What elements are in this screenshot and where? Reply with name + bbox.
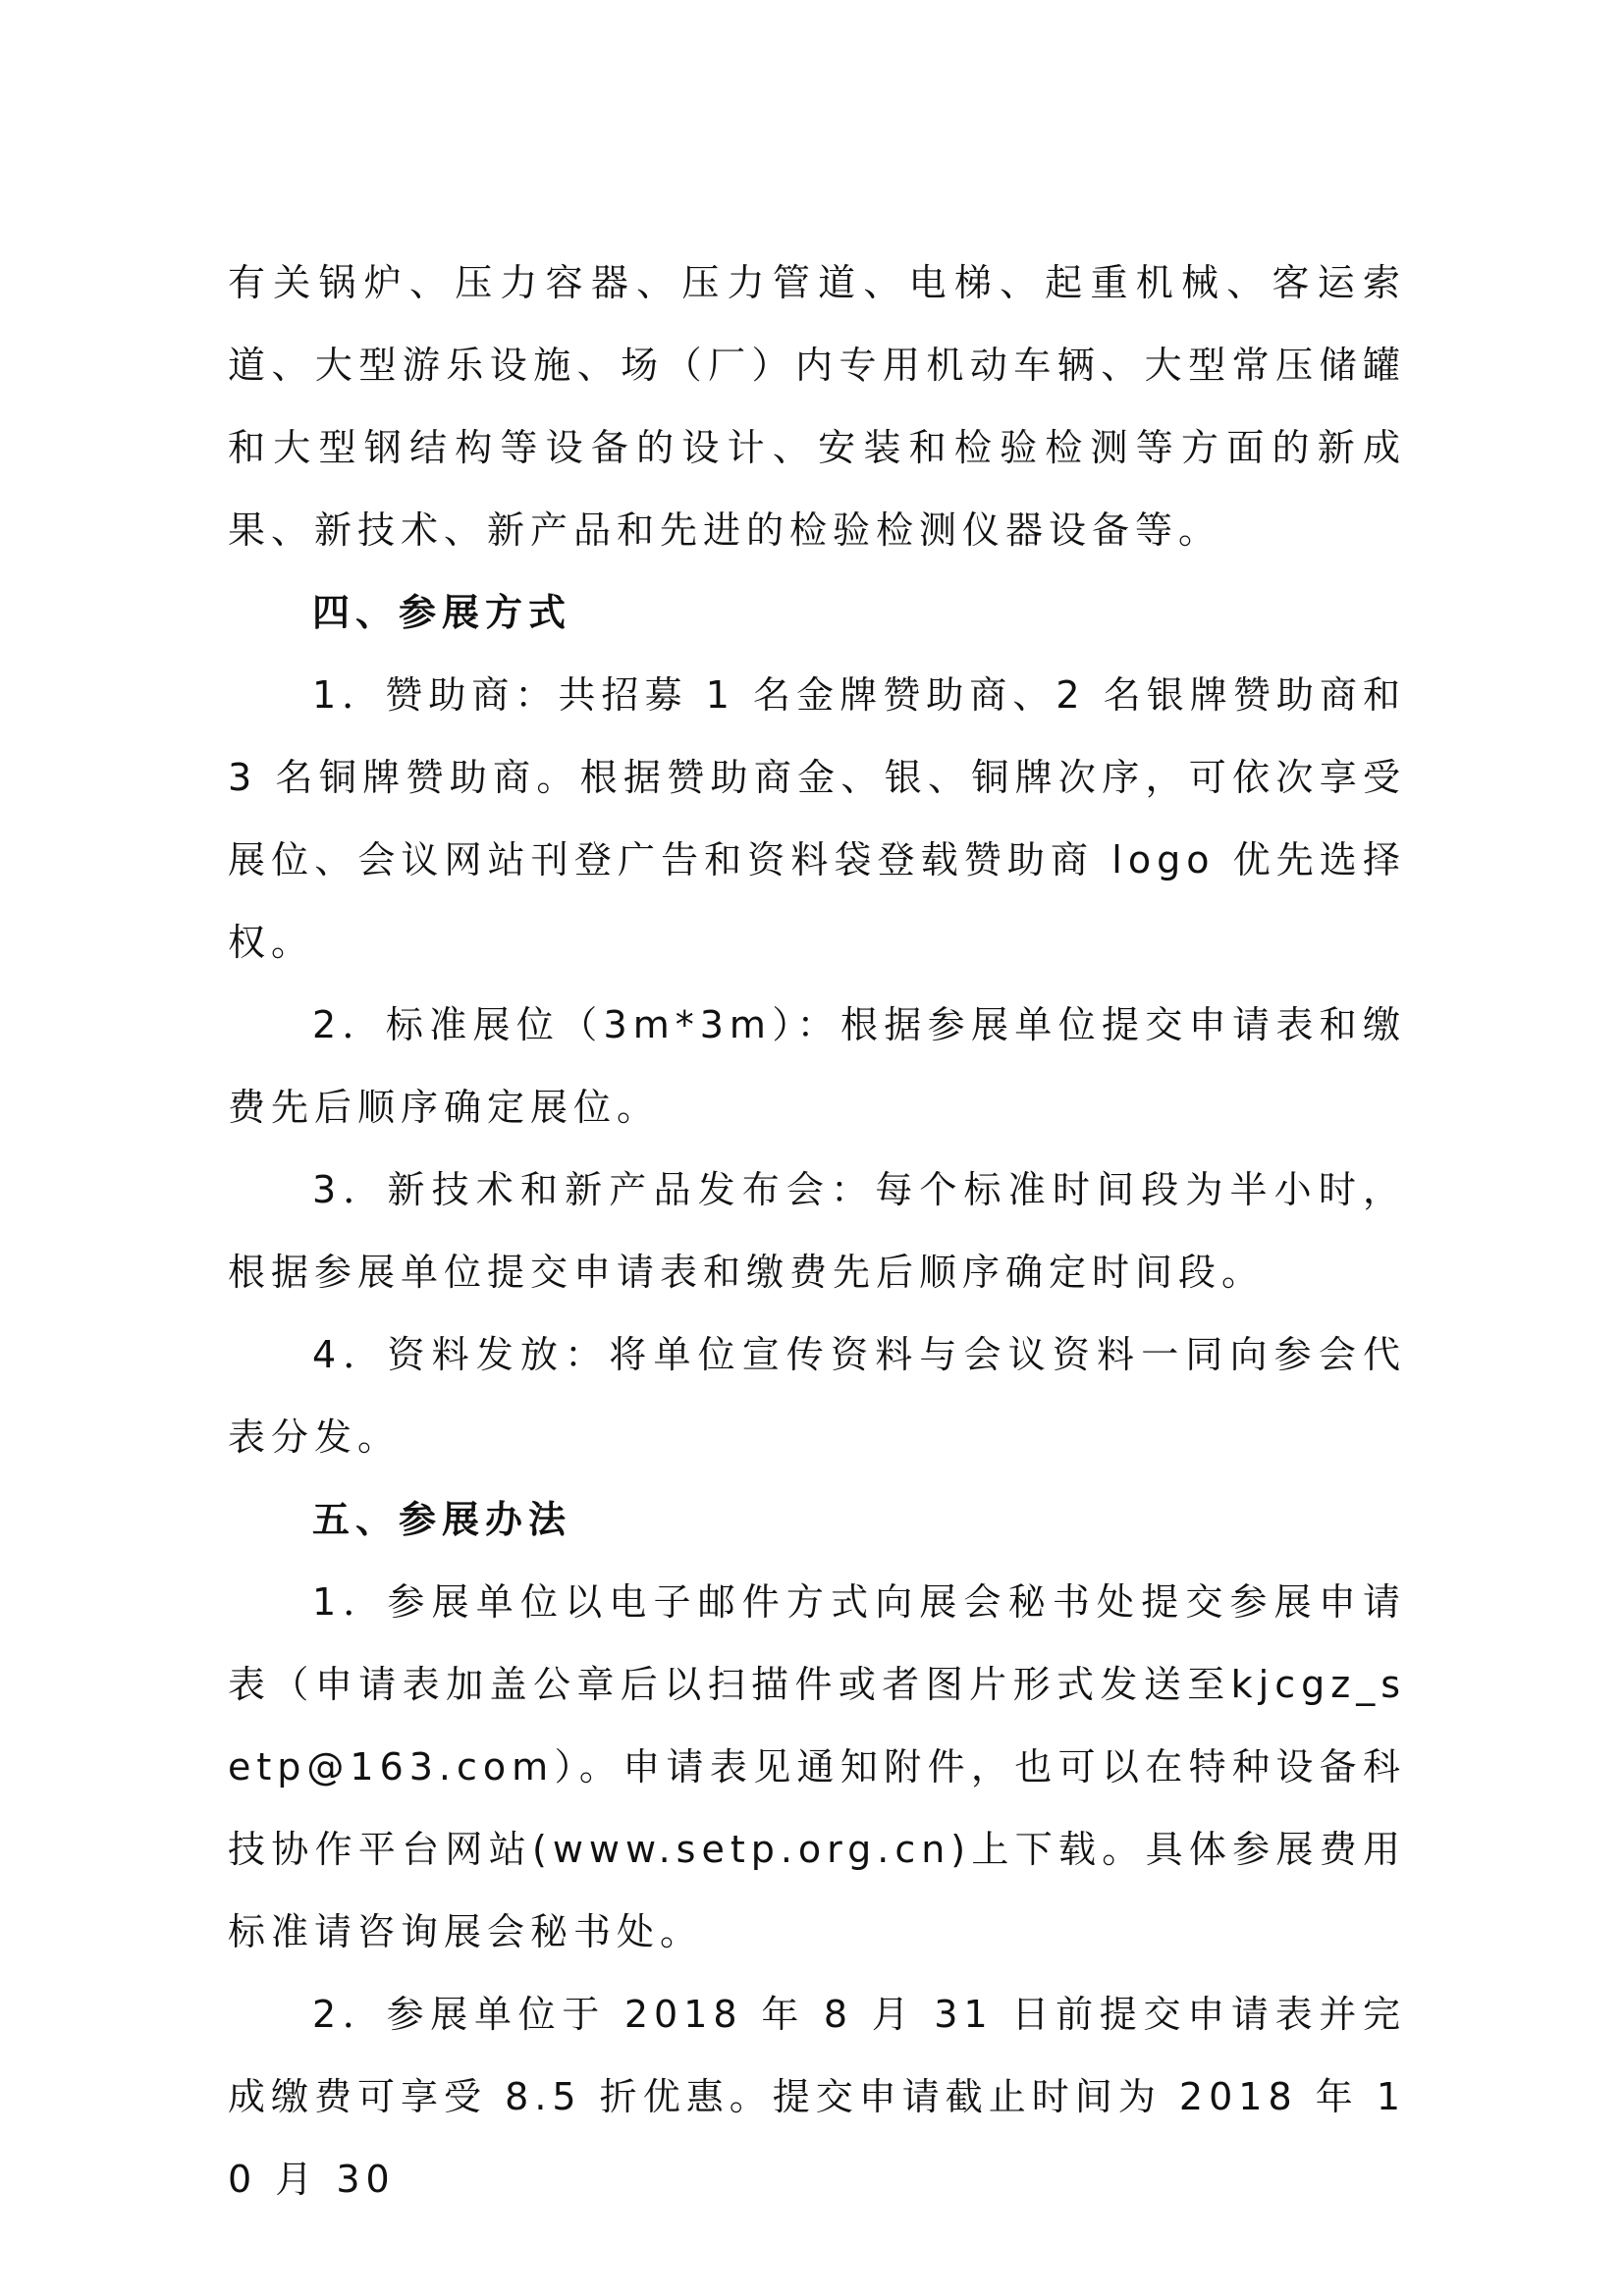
paragraph-deadline-discount: 2．参展单位于 2018 年 8 月 31 日前提交申请表并完成缴费可享受 8.5 折优惠。提交申请截止时间为 2018 年 10 月 30 xyxy=(228,1993,1406,2201)
paragraph-standard-booth: 2．标准展位（3m*3m）：根据参展单位提交申请表和缴费先后顺序确定展位。 xyxy=(228,1003,1406,1129)
document-body xyxy=(228,241,1406,2220)
paragraph-sponsors: 1．赞助商：共招募 1 名金牌赞助商、2 名银牌赞助商和 3 名铜牌赞助商。根据赞助商金、银、铜牌次序，可依次享受展位、会议网站刊登广告和资料袋登载赞助商 logo 优先选择权。 xyxy=(228,673,1406,964)
paragraph-material-distribution: 4．资料发放：将单位宣传资料与会议资料一同向参会代表分发。 xyxy=(228,1333,1406,1459)
paragraph-application-submission: 1．参展单位以电子邮件方式向展会秘书处提交参展申请表（申请表加盖公章后以扫描件或者图片形式发送至kjcgz_setp@163.com）。申请表见通知附件，也可以在特种设备科技协作平台网站(www.setp.org.cn)上下载。具体参展费用标准请咨询展会秘书处。 xyxy=(228,1580,1406,1953)
heading-participation-procedures: 五、参展办法 xyxy=(312,1498,572,1541)
heading-participation-methods: 四、参展方式 xyxy=(312,591,572,634)
paragraph-exhibit-scope: 有关锅炉、压力容器、压力管道、电梯、起重机械、客运索道、大型游乐设施、场（厂）内专用机动车辆、大型常压储罐和大型钢结构等设备的设计、安装和检验检测等方面的新成果、新技术、新产品和先进的检验检测仪器设备等。 xyxy=(228,261,1406,552)
paragraph-launch-event: 3．新技术和新产品发布会：每个标准时间段为半小时，根据参展单位提交申请表和缴费先后顺序确定时间段。 xyxy=(228,1168,1406,1294)
